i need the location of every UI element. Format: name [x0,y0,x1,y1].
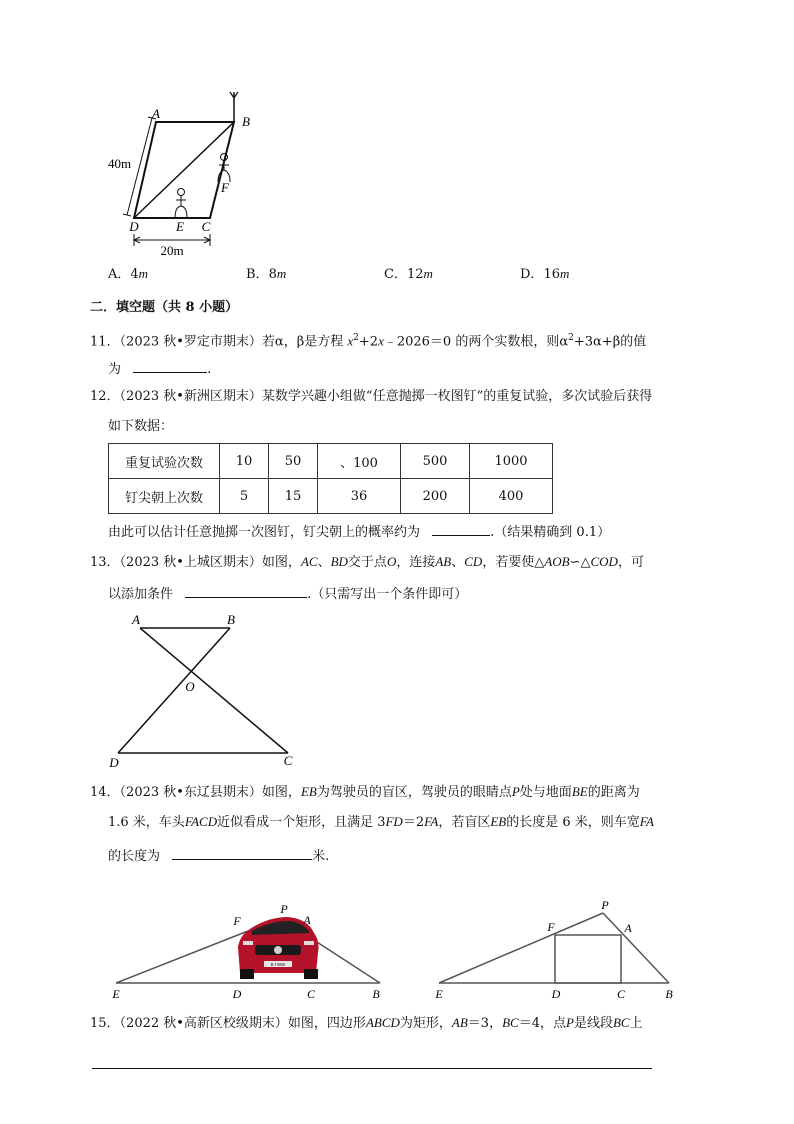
table-cell: 10 [220,444,269,479]
q13-var: AC [300,554,318,569]
q14-var: BE [571,784,588,799]
q15-text: ＝3， [467,1016,503,1031]
fig10-label-d: D [129,219,139,234]
footer-divider [92,1068,652,1069]
q10-option-b[interactable] [246,265,286,284]
table-cell: 1000 [470,444,553,479]
option-value: 4 [130,267,139,282]
person-e-icon [175,189,187,219]
q15-text: （2022 秋•高新区校级期末）如图，四边形 [119,1016,366,1031]
q15-text: ＝4，点 [518,1016,566,1031]
table-cell: 400 [470,479,553,514]
q11-line1 [90,329,646,351]
q13-var: BD [330,554,348,569]
fig14l-label-b: B [372,987,380,1001]
q12-answer-blank[interactable] [432,521,490,536]
q12-number: 12． [90,389,120,404]
q13-var: CD [464,554,483,569]
fig10-dim-20m: 20m [160,243,184,258]
fig14r-label-b: B [665,987,673,1001]
q12-text: 由此可以估计任意抛掷一次图钉，钉尖朝上的概率约为 [108,525,421,540]
fig10-label-c: C [201,219,211,234]
fig14l-label-p: P [280,902,288,916]
q15-text: 为矩形， [399,1016,452,1031]
fig14r-label-d: D [551,987,561,1001]
q11-text: +2 [358,334,379,350]
option-letter: A． [108,267,131,282]
option-letter: C． [384,267,407,282]
q13-figure [100,610,310,770]
q11-text: （2023 秋•罗定市期末）若α，β是方程 [119,334,344,350]
q12-text: （2023 秋•新洲区期末）某数学兴趣小组做“任意抛掷一枚图钉”的重复试验，多次试验后获得 [119,389,653,404]
q13-var: O [386,554,397,569]
q15-var: AB [451,1015,468,1030]
fig14l-label-f: F [233,914,241,928]
q14-text: 1.6 米，车头 [108,815,185,830]
q13-line2 [108,583,467,604]
q11-var: x [347,333,354,349]
q13-text: 、 [317,555,331,570]
table-cell: 钉尖朝上次数 [109,479,220,514]
option-unit: m [276,266,287,281]
q14-var: FA [639,814,654,829]
fig14r-label-p: P [601,898,609,912]
q13-text: ，连接 [396,555,436,570]
q10-option-a[interactable] [108,265,148,284]
q13-text: .（只需写出一个条件即可） [307,587,468,602]
q14-var: FD [385,814,403,829]
q12-table [108,443,553,514]
option-value: 16 [543,267,560,282]
q15-var: P [565,1015,574,1030]
fig10-label-b: B [242,114,250,129]
q14-var: EB [490,814,507,829]
table-cell: 200 [401,479,470,514]
q15-var: BC [502,1015,519,1030]
q14-var: FACD [184,814,218,829]
q15-var: ABCD [365,1015,400,1030]
fig14l-label-a: A [303,913,311,927]
fig10-label-a: A [152,106,160,121]
q13-line1 [90,553,644,572]
table-cell: 、100 [318,444,401,479]
option-value: 8 [268,267,277,282]
table-cell: 5 [220,479,269,514]
q15-line1 [90,1014,643,1033]
fig14l-label-d: D [232,987,242,1001]
section-title: 二．填空题（共 8 小题） [90,300,239,315]
q14-text: 的长度是 6 米，则车宽 [506,815,640,830]
fig10-label-e: E [176,219,184,234]
q14-number: 14． [90,785,120,800]
q14-line1 [90,783,640,802]
option-unit: m [138,266,149,281]
q15-number: 15． [90,1016,120,1031]
fig13-label-b: B [227,612,235,627]
fig14r-label-a: A [624,921,632,935]
fig13-label-d: D [109,755,119,770]
q14-text: ＝2 [402,815,425,830]
fig14r-label-f: F [547,920,555,934]
q14-var: EB [300,784,317,799]
q14-text: 米. [312,849,330,864]
fig10-dim-40m: 40m [108,156,132,171]
q11-answer-blank[interactable] [133,358,207,373]
q14-text: （2023 秋•东辽县期末）如图， [119,785,301,800]
q14-figure-left [100,895,395,1005]
q14-figure-right [425,895,685,1005]
q14-line3 [108,845,329,866]
option-unit: m [423,266,433,281]
table-cell: 36 [318,479,401,514]
q12-text: .（结果精确到 0.1） [490,525,611,540]
q12-line2: 如下数据： [108,419,174,434]
q10-figure [100,88,280,263]
q13-var: COD [590,554,618,569]
q14-text: 的长度为 [108,849,161,864]
q14-answer-blank[interactable] [172,845,312,860]
q13-text: ，若要使△ [482,555,545,570]
q13-answer-blank[interactable] [185,583,307,598]
option-letter: B． [246,267,269,282]
q11-number: 11． [90,334,120,350]
q12-after [108,521,610,542]
q12-line1 [90,388,652,406]
table-cell: 50 [269,444,318,479]
fig13-label-o: O [185,679,195,694]
q14-text: ，若盲区 [438,815,491,830]
q11-sup: 2 [353,333,359,343]
option-letter: D． [520,267,544,282]
q14-text: 近似看成一个矩形，且满足 3 [217,815,386,830]
q13-var: AB [435,554,452,569]
q11-sup: 2 [568,333,574,343]
q10-option-d[interactable] [520,265,569,284]
q13-text: 以添加条件 [108,587,174,602]
option-value: 12 [406,267,424,282]
q14-var: FA [424,814,439,829]
q13-var: AOB [544,554,570,569]
fig14l-label-e: E [112,987,120,1001]
q15-text: 是线段 [573,1016,613,1031]
table-cell: 15 [269,479,318,514]
q11-var: x [378,333,384,349]
q15-text: 上 [629,1016,643,1031]
q13-text: 、 [451,555,465,570]
fig10-label-f: F [221,180,229,195]
q14-text: 处与地面 [519,785,572,800]
q10-option-c[interactable] [384,265,433,284]
q11-text: 为 [108,362,122,377]
fig13-label-a: A [132,612,140,627]
table-cell: 500 [401,444,470,479]
fig14r-label-e: E [435,987,443,1001]
table-cell: 重复试验次数 [109,444,220,479]
q14-text: 为驾驶员的盲区，驾驶员的眼睛点 [316,785,512,800]
q13-text: （2023 秋•上城区期末）如图， [119,555,301,570]
q14-var: P [511,784,520,799]
car-plate: B·J 8000 [270,962,286,967]
option-unit: m [559,266,570,281]
q11-text: +3α+β的值 [573,334,647,350]
table-row [109,444,553,479]
q14-text: 的距离为 [587,785,640,800]
fig14l-label-c: C [306,987,316,1001]
q11-text: ﹣2026＝0 的两个实数根，则α [383,334,569,350]
table-row [109,479,553,514]
fig14r-label-c: C [616,987,626,1001]
q15-var: BC [612,1015,630,1030]
q13-text: 交于点 [347,555,387,570]
fig13-label-c: C [283,753,293,768]
q14-line2 [108,813,654,832]
q11-text: . [207,362,212,377]
q11-line2 [108,358,211,379]
q13-text: ，可 [617,555,644,570]
q13-number: 13． [90,555,120,570]
q13-text: ∽△ [569,555,591,570]
